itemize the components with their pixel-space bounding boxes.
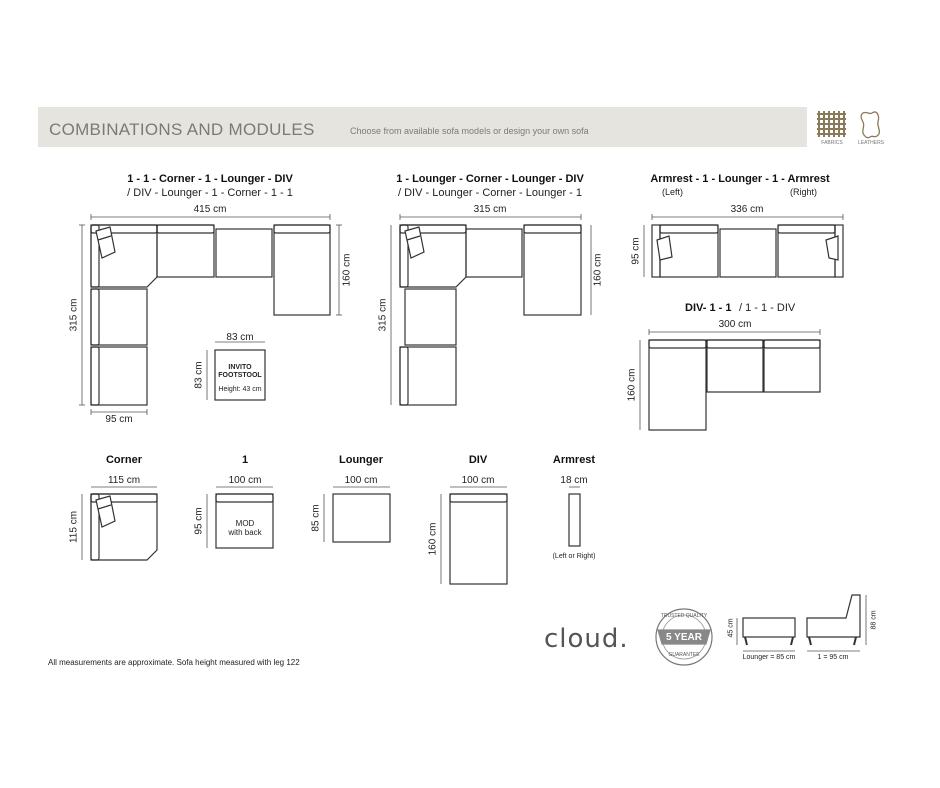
module-armrest-note: (Left or Right) xyxy=(552,553,596,560)
lounger-height-label: 45 cm xyxy=(727,618,735,638)
module-1-plan xyxy=(207,487,273,548)
combo4-plan xyxy=(640,329,820,430)
combo3-width: 336 cm xyxy=(730,204,764,215)
combo2-plan xyxy=(391,214,591,405)
lounger-side-view xyxy=(737,618,795,651)
module-lounger-plan xyxy=(324,487,390,542)
combo4-width: 300 cm xyxy=(718,319,752,330)
module-1-width: 100 cm xyxy=(228,475,262,486)
combo4-title-bold: DIV- 1 - 1 xyxy=(685,302,732,314)
combo1-subtitle: / DIV - Lounger - 1 - Corner - 1 - 1 xyxy=(127,187,293,199)
combo2-depth-right: 160 cm xyxy=(592,253,604,287)
module-1-depth: 95 cm xyxy=(193,507,205,535)
footstool-name-1: INVITO xyxy=(228,364,252,371)
module-corner-plan xyxy=(82,487,157,560)
module-1-inner2: with back xyxy=(228,528,262,537)
module-1-name: 1 xyxy=(241,454,249,466)
page-subtitle: Choose from available sofa models or design your own sofa xyxy=(350,126,589,136)
badge-top-text: TRUSTED QUALITY xyxy=(660,613,708,619)
combo2-subtitle: / DIV - Lounger - Corner - Lounger - 1 xyxy=(397,187,583,199)
sofa1-height-label: 88 cm xyxy=(870,610,878,630)
module-corner-name: Corner xyxy=(105,454,143,466)
lounger-length-label: Lounger = 85 cm xyxy=(742,654,796,661)
combo3-depth: 95 cm xyxy=(630,237,642,265)
footstool-name-2: FOOTSTOOL xyxy=(218,372,262,379)
footstool-width: 83 cm xyxy=(226,332,254,343)
combo2-width: 315 cm xyxy=(473,204,507,215)
sofa1-length-label: 1 = 95 cm xyxy=(817,654,849,661)
combo1-depth-right: 160 cm xyxy=(341,253,353,287)
combo1-depth-bottom: 95 cm xyxy=(105,414,133,425)
module-armrest-name: Armrest xyxy=(552,454,596,466)
module-div-plan xyxy=(441,487,507,584)
page-title: COMBINATIONS AND MODULES xyxy=(49,120,315,139)
combo1-width: 415 cm xyxy=(193,204,227,215)
brand-logo: cloud. xyxy=(544,624,629,654)
module-div-depth: 160 cm xyxy=(427,522,439,556)
module-lounger-depth: 85 cm xyxy=(310,504,322,532)
combo3-left-note: (Left) xyxy=(662,187,684,197)
combo3-plan xyxy=(644,214,843,277)
combo1-title: 1 - 1 - Corner - 1 - Lounger - DIV xyxy=(127,173,293,185)
fabrics-label: FABRICS xyxy=(821,140,843,146)
footer-note: All measurements are approximate. Sofa height measured with leg 122 xyxy=(48,658,300,667)
combo2-title: 1 - Lounger - Corner - Lounger - DIV xyxy=(396,173,584,185)
module-div-width: 100 cm xyxy=(461,475,495,486)
sofa1-side-view xyxy=(807,595,866,651)
module-div-name: DIV xyxy=(468,454,488,466)
module-lounger-name: Lounger xyxy=(339,454,383,466)
combo1-height: 315 cm xyxy=(68,298,80,332)
combo3-title: Armrest - 1 - Lounger - 1 - Armrest xyxy=(650,173,830,185)
footstool-height: 83 cm xyxy=(193,361,205,389)
footstool-note: Height: 43 cm xyxy=(218,386,262,393)
badge-main-text: 5 YEAR xyxy=(666,632,702,643)
combo4-depth: 160 cm xyxy=(626,368,638,402)
module-corner-depth: 115 cm xyxy=(68,510,80,544)
combo2-height: 315 cm xyxy=(377,298,389,332)
leathers-label: LEATHERS xyxy=(857,140,885,146)
combo4-title-rest: / 1 - 1 - DIV xyxy=(739,302,796,314)
combo3-right-note: (Right) xyxy=(790,187,818,197)
badge-bottom-text: GUARANTEE xyxy=(668,652,700,658)
module-armrest-width: 18 cm xyxy=(560,475,588,486)
combo1-plan xyxy=(79,214,342,415)
module-corner-width: 115 cm xyxy=(107,475,141,486)
module-lounger-width: 100 cm xyxy=(344,475,378,486)
module-1-inner1: MOD xyxy=(235,519,255,528)
module-armrest-plan xyxy=(569,487,580,546)
